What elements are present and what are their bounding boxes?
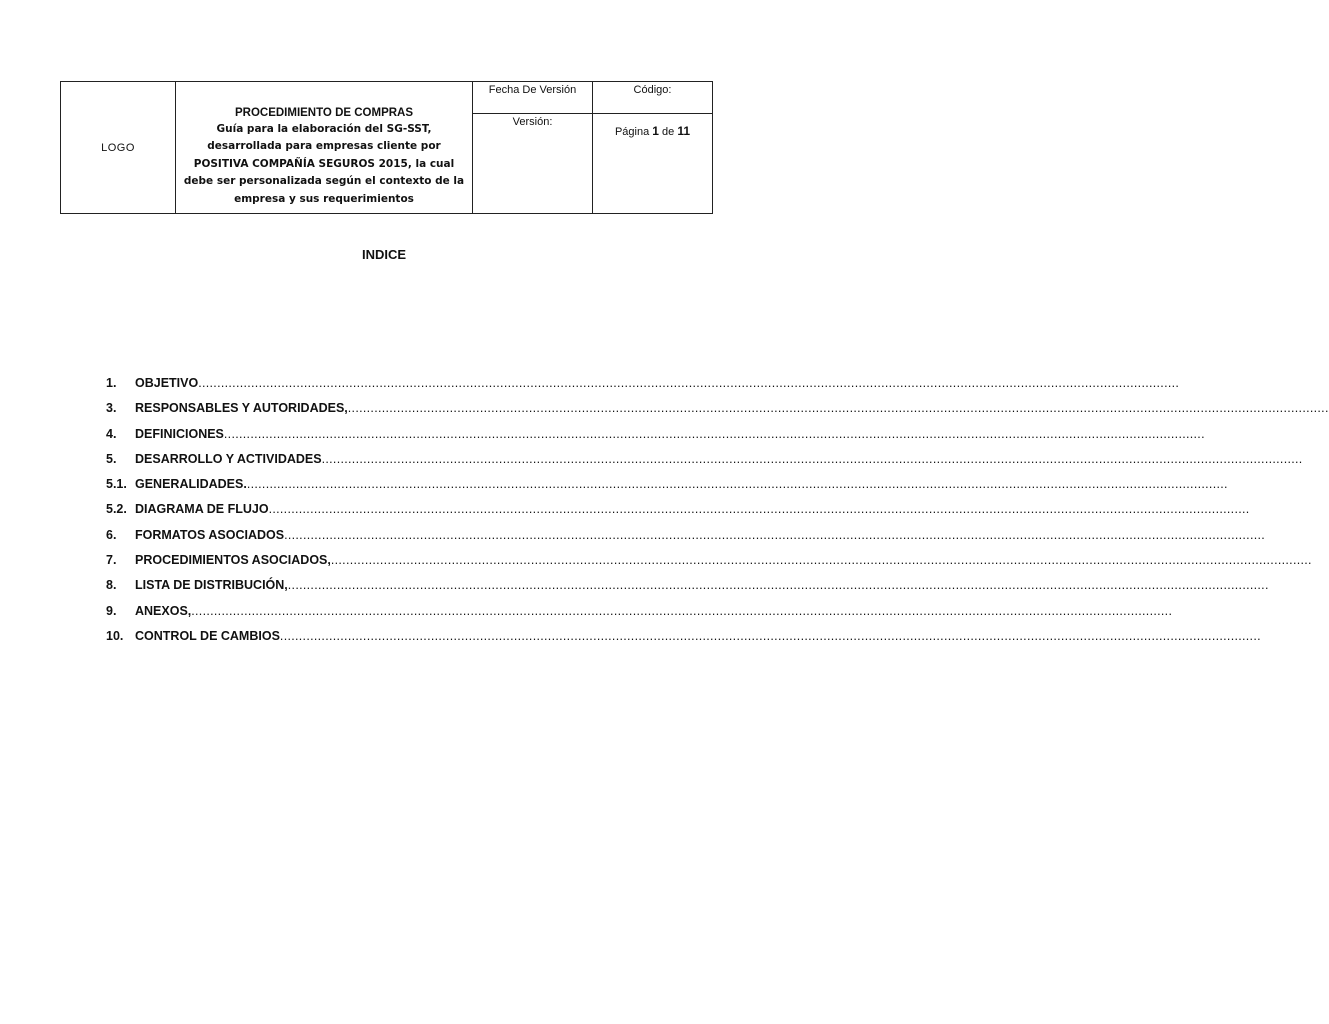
toc-entry-number: 9. — [106, 603, 117, 618]
toc-entry-number: 7. — [106, 553, 117, 568]
table-of-contents — [106, 376, 1329, 654]
code-cell — [593, 82, 713, 114]
toc-entry-label: LISTA DE DISTRIBUCIÓN, — [135, 578, 288, 593]
toc-entry-label: DEFINICIONES — [135, 426, 224, 441]
page-of: de — [662, 126, 675, 138]
document-title-cell — [176, 82, 473, 214]
toc-entry-label: OBJETIVO — [135, 376, 199, 390]
page-indicator — [593, 114, 712, 138]
logo-text: LOGO — [101, 141, 135, 154]
toc-entry-number: 10. — [106, 628, 124, 643]
toc-entry-label: CONTROL DE CAMBIOS — [135, 628, 280, 643]
toc-dot-leader: .................................................................................................................................................................................................................................................................... — [284, 527, 1266, 542]
toc-entry[interactable] — [106, 426, 1205, 452]
page-word: Página — [614, 126, 650, 138]
toc-entry[interactable] — [106, 527, 1266, 553]
toc-dot-leader: .................................................................................................................................................................................................................................................................... — [279, 628, 1261, 643]
version-label: Versión: — [512, 116, 553, 128]
toc-entry[interactable] — [106, 628, 1261, 654]
document-header-table — [60, 81, 713, 214]
toc-entry-label: ANEXOS, — [135, 603, 192, 618]
toc-entry-number: 8. — [106, 578, 117, 593]
toc-entry-number: 5.2. — [106, 502, 127, 517]
toc-entry-label: GENERALIDADES. — [135, 477, 247, 492]
toc-dot-leader: .................................................................................................................................................................................................................................................................... — [198, 376, 1180, 390]
index-title: INDICE — [361, 247, 407, 262]
toc-entry-label: DESARROLLO Y ACTIVIDADES — [135, 451, 322, 466]
toc-entry-number: 5. — [106, 451, 117, 466]
page-number-cell — [593, 114, 713, 214]
toc-entry[interactable] — [106, 553, 1312, 578]
toc-entry[interactable] — [106, 376, 1180, 401]
toc-dot-leader: .................................................................................................................................................................................................................................................................... — [287, 578, 1269, 593]
toc-entry[interactable] — [106, 502, 1250, 527]
document-subtitle: Guía para la elaboración del SG-SST, desarrollada para empresas cliente por POSITIVA COMPAÑÍA SEGUROS 2015, la cual debe ser personalizada según el contexto de la empresa y sus requerimientos — [183, 122, 465, 205]
toc-entry[interactable] — [106, 578, 1269, 603]
toc-entry-number: 1. — [106, 376, 117, 390]
toc-entry-label: FORMATOS ASOCIADOS — [135, 527, 285, 542]
toc-entry[interactable] — [106, 477, 1228, 502]
logo-placeholder — [61, 82, 176, 214]
toc-dot-leader: .................................................................................................................................................................................................................................................................... — [223, 426, 1205, 441]
toc-entry-number: 6. — [106, 527, 117, 542]
code-label: Código: — [633, 84, 672, 96]
toc-dot-leader: .................................................................................................................................................................................................................................................................... — [268, 502, 1250, 517]
version-date-label: Fecha De Versión — [488, 84, 577, 96]
toc-entry[interactable] — [106, 451, 1303, 477]
toc-dot-leader: .................................................................................................................................................................................................................................................................... — [191, 603, 1173, 618]
document-title: PROCEDIMIENTO DE COMPRAS — [234, 106, 414, 119]
toc-entry[interactable] — [106, 603, 1173, 629]
toc-entry[interactable] — [106, 401, 1329, 426]
toc-dot-leader: .................................................................................................................................................................................................................................................................... — [321, 451, 1303, 466]
toc-dot-leader: .................................................................................................................................................................................................................................................................... — [246, 477, 1228, 492]
toc-dot-leader: .................................................................................................................................................................................................................................................................... — [347, 401, 1329, 416]
version-cell — [473, 114, 593, 214]
toc-entry-number: 5.1. — [106, 477, 127, 492]
toc-entry-label: PROCEDIMIENTOS ASOCIADOS, — [135, 553, 331, 568]
toc-entry-number: 4. — [106, 426, 117, 441]
version-date-cell — [473, 82, 593, 114]
toc-entry-label: RESPONSABLES Y AUTORIDADES, — [135, 401, 348, 416]
toc-entry-number: 3. — [106, 401, 117, 416]
page-total: 11 — [677, 124, 691, 138]
toc-entry-label: DIAGRAMA DE FLUJO — [135, 502, 269, 517]
page-current: 1 — [652, 124, 659, 138]
toc-dot-leader: .................................................................................................................................................................................................................................................................... — [330, 553, 1312, 568]
